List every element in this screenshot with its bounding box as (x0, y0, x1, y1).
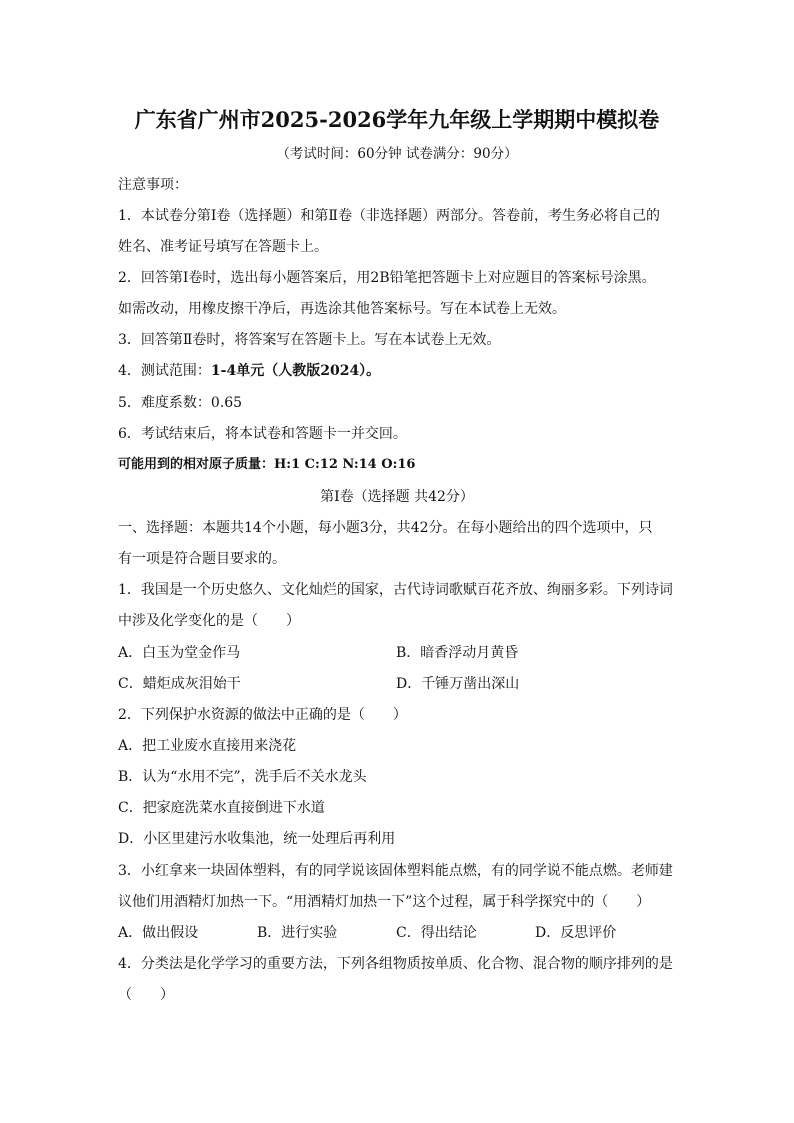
notes-item: 姓名、准考证号填写在答题卡上。 (118, 239, 328, 255)
question-2-stem: 2．下列保护水资源的做法中正确的是（ ） (118, 707, 407, 723)
question-1-option-d: D．千锤万凿出深山 (396, 676, 520, 692)
question-1-stem: 中涉及化学变化的是（ ） (118, 613, 300, 629)
notes-item: 2．回答第Ⅰ卷时，选出每小题答案后，用2B铅笔把答题卡上对应题目的答案标号涂黑。 (118, 270, 656, 286)
question-4-stem: （ ） (118, 987, 174, 1003)
notes-item-range-bold: 1-4单元（人教版2024）。 (210, 363, 381, 379)
section-title: 第Ⅰ卷（选择题 共42分） (320, 489, 474, 505)
notes-item-range-prefix: 4．测试范围： (118, 363, 211, 379)
notes-item: 1．本试卷分第Ⅰ卷（选择题）和第Ⅱ卷（非选择题）两部分。答卷前，考生务必将自己的 (118, 208, 660, 224)
question-3-option-c: C．得出结论 (396, 925, 477, 941)
section-intro: 一、选择题：本题共14个小题，每小题3分，共42分。在每小题给出的四个选项中，只 (118, 520, 653, 536)
question-1-stem: 1．我国是一个历史悠久、文化灿烂的国家，古代诗词歌赋百花齐放、绚丽多彩。下列诗词 (118, 582, 673, 598)
notes-item: 3．回答第Ⅱ卷时，将答案写在答题卡上。写在本试卷上无效。 (118, 332, 501, 348)
question-4-stem: 4．分类法是化学学习的重要方法，下列各组物质按单质、化合物、混合物的顺序排列的是 (118, 956, 673, 972)
question-2-option-a: A．把工业废水直接用来浇花 (118, 738, 297, 754)
question-1-option-b: B．暗香浮动月黄昏 (396, 645, 519, 661)
question-3-stem: 议他们用酒精灯加热一下。“用酒精灯加热一下”这个过程，属于科学探究中的（ ） (118, 894, 651, 910)
notes-item: 如需改动，用橡皮擦干净后，再选涂其他答案标号。写在本试卷上无效。 (118, 301, 566, 317)
question-1-option-a: A．白玉为堂金作马 (118, 645, 241, 661)
notes-item-difficulty: 5．难度系数：0.65 (118, 395, 243, 411)
notes-item-range (118, 361, 380, 381)
exam-title: 广东省广州市2025-2026学年九年级上学期期中模拟卷 (134, 107, 660, 132)
notes-heading: 注意事项： (118, 177, 188, 193)
atomic-mass-line: 可能用到的相对原子质量：H:1 C:12 N:14 O:16 (118, 457, 416, 472)
question-3-option-d: D．反思评价 (535, 925, 617, 941)
question-2-option-d: D．小区里建污水收集池，统一处理后再利用 (118, 831, 396, 847)
question-3-stem: 3．小红拿来一块固体塑料，有的同学说该固体塑料能点燃，有的同学说不能点燃。老师建 (118, 863, 673, 879)
question-2-option-c: C．把家庭洗菜水直接倒进下水道 (118, 800, 325, 816)
question-1-option-c: C．蜡炬成灰泪始干 (118, 676, 241, 692)
exam-subtitle: （考试时间：60分钟 试卷满分：90分） (276, 146, 518, 162)
section-intro: 有一项是符合题目要求的。 (118, 551, 286, 567)
question-2-option-b: B．认为“水用不完”，洗手后不关水龙头 (118, 769, 367, 785)
question-3-option-b: B．进行实验 (257, 925, 338, 941)
question-3-option-a: A．做出假设 (118, 925, 199, 941)
notes-item-return: 6．考试结束后，将本试卷和答题卡一并交回。 (118, 426, 407, 442)
